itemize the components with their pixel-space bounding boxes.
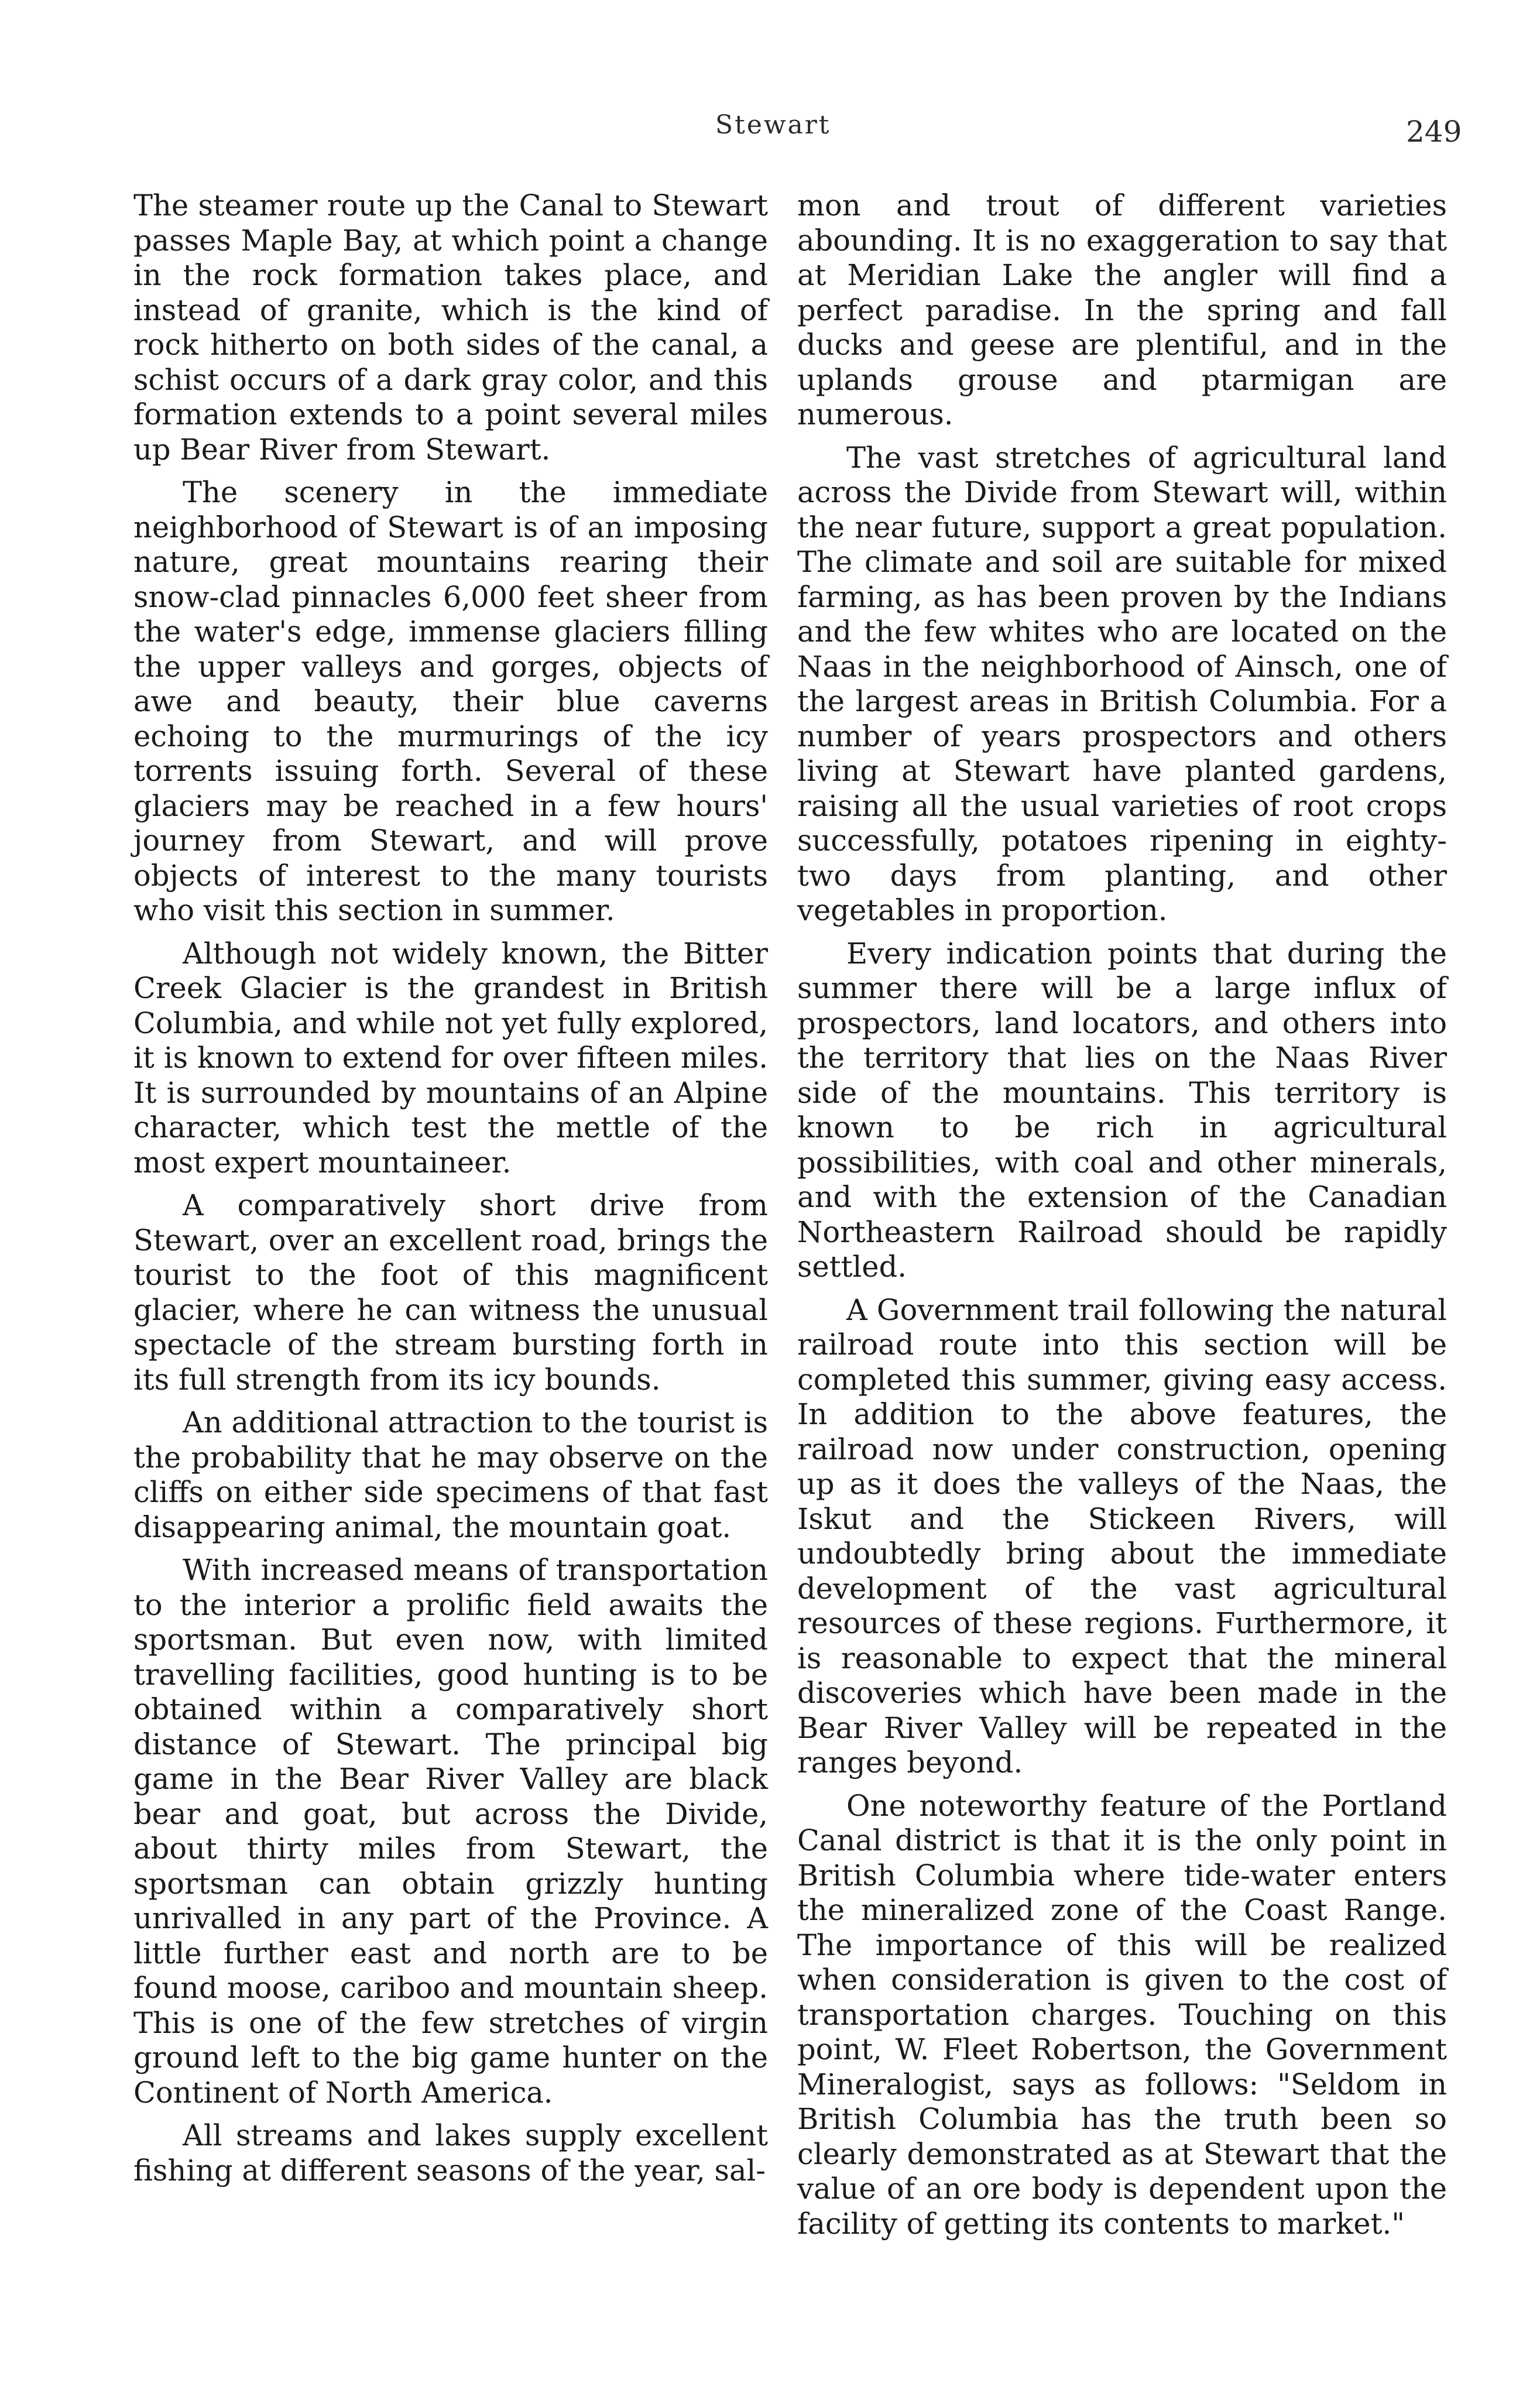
paragraph: A comparatively short drive from Stewart, over an excellent road, brings the tourist to the foot of this magnificent glacier, where he can witness the unusual spectacle of the stream bursting forth in its full strength from its icy bounds.: [133, 1188, 768, 1397]
paragraph: One noteworthy feature of the Portland Canal district is that it is the only point in British Columbia where tide-water enters the mineralized zone of the Coast Range. The importance of this will be realized when consideration is given to the cost of transportation charges. Touching on this point, W. Fleet Robertson, the Government Mineralogist, says as follows: "Seldom in British Columbia has the truth been so clearly demonstrated as at Stewart that the value of an ore body is dependent upon the facility of getting its contents to market.": [797, 1788, 1447, 2241]
paragraph: mon and trout of different varieties abounding. It is no exaggeration to say that at Meridian Lake the angler will find a perfect paradise. In the spring and fall ducks and geese are plentiful, and in the uplands grouse and ptarmigan are numerous.: [797, 188, 1447, 431]
paragraph: The steamer route up the Canal to Stewart passes Maple Bay, at which point a change in the rock formation takes place, and instead of granite, which is the kind of rock hitherto on both sides of the canal, a schist occurs of a dark gray color, and this formation extends to a point several miles up Bear River from Stewart.: [133, 188, 768, 467]
paragraph: Although not widely known, the Bitter Creek Glacier is the grandest in British Columbia, and while not yet fully explored, it is known to extend for over fifteen miles. It is surrounded by mountains of an Alpine character, which test the mettle of the most expert mountaineer.: [133, 936, 768, 1180]
paragraph: An additional attraction to the tourist is the probability that he may observe on the cliffs on either side specimens of that fast disappearing animal, the mountain goat.: [133, 1405, 768, 1544]
right-column: [797, 188, 1447, 2241]
paragraph: A Government trail following the natural railroad route into this section will be completed this summer, giving easy access. In addition to the above features, the railroad now under construction, opening up as it does the valleys of the Naas, the Iskut and the Stickeen Rivers, will undoubtedly bring about the immediate development of the vast agricultural resources of these regions. Furthermore, it is reasonable to expect that the mineral discoveries which have been made in the Bear River Valley will be repeated in the ranges beyond.: [797, 1292, 1447, 1780]
paragraph: The vast stretches of agricultural land across the Divide from Stewart will, within the near future, support a great population. The climate and soil are suitable for mixed farming, as has been proven by the Indians and the few whites who are located on the Naas in the neighborhood of Ainsch, one of the largest areas in British Columbia. For a number of years prospectors and others living at Stewart have planted gardens, raising all the usual varieties of root crops successfully, potatoes ripening in eighty-two days from planting, and other vegetables in proportion.: [797, 440, 1447, 927]
running-title: Stewart: [715, 110, 831, 140]
left-column: [133, 188, 768, 2188]
paragraph: All streams and lakes supply excellent fishing at different seasons of the year, sal-: [133, 2118, 768, 2188]
paragraph: Every indication points that during the summer there will be a large influx of prospectors, land locators, and others into the territory that lies on the Naas River side of the mountains. This territory is known to be rich in agricultural possibilities, with coal and other minerals, and with the extension of the Canadian Northeastern Railroad should be rapidly settled.: [797, 936, 1447, 1284]
paragraph: With increased means of transportation to the interior a prolific field awaits the sportsman. But even now, with limited travelling facilities, good hunting is to be obtained within a comparatively short distance of Stewart. The principal big game in the Bear River Valley are black bear and goat, but across the Divide, about thirty miles from Stewart, the sportsman can obtain grizzly hunting unrivalled in any part of the Province. A little further east and north are to be found moose, cariboo and mountain sheep. This is one of the few stretches of virgin ground left to the big game hunter on the Continent of North America.: [133, 1553, 768, 2110]
page-number: 249: [1406, 115, 1462, 149]
paragraph: The scenery in the immediate neighborhood of Stewart is of an imposing nature, great mountains rearing their snow-clad pinnacles 6,000 feet sheer from the water's edge, immense glaciers filling the upper valleys and gorges, objects of awe and beauty, their blue caverns echoing to the murmurings of the icy torrents issuing forth. Several of these glaciers may be reached in a few hours' journey from Stewart, and will prove objects of interest to the many tourists who visit this section in summer.: [133, 475, 768, 927]
